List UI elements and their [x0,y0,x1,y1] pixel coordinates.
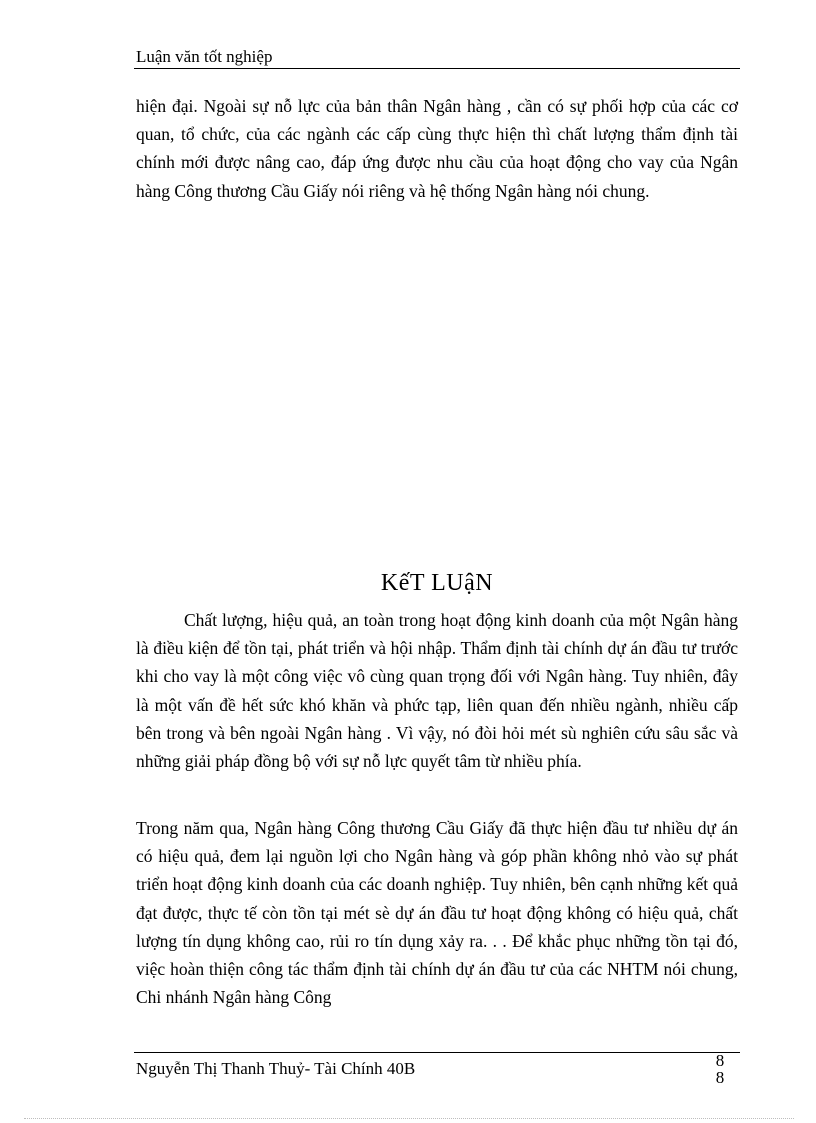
footer-rule [134,1052,740,1053]
body-paragraph-2: Chất lượng, hiệu quả, an toàn trong hoạt động kinh doanh của một Ngân hàng là điều kiện để tồn tại, phát triển và hội nhập. Thẩm định tài chính dự án đầu tư trước khi cho vay là một công việc vô cùng quan trọng đối với Ngân hàng. Tuy nhiên, đây là một vấn đề hết sức khó khăn và phức tạp, liên quan đến nhiều ngành, nhiều cấp bên trong và bên ngoài Ngân hàng . Vì vậy, nó đòi hỏi mét sù nghiên cứu sâu sắc và những giải pháp đồng bộ với sự nỗ lực quyết tâm từ nhiều phía. [136,610,738,772]
header-rule [134,68,740,69]
body-paragraph-1: hiện đại. Ngoài sự nỗ lực của bản thân Ngân hàng , cần có sự phối hợp của các cơ quan, tổ chức, của các ngành các cấp cùng thực hiện thì chất lượng thẩm định tài chính mới được nâng cao, đáp ứng được nhu cầu của hoạt động cho vay của Ngân hàng Công thương Cầu Giấy nói riêng và hệ thống Ngân hàng nói chung. [136,96,738,201]
page-number: 88 [715,1051,725,1087]
section-heading-conclusion: KếT LUậN [380,570,494,596]
running-header-title: Luận văn tốt nghiệp [136,47,273,66]
page-edge-divider [24,1118,794,1119]
footer-author: Nguyễn Thị Thanh Thuỷ- Tài Chính 40B [136,1059,416,1078]
body-paragraph-3: Trong năm qua, Ngân hàng Công thương Cầu Giấy đã thực hiện đầu tư nhiều dự án có hiệu quả, đem lại nguồn lợi cho Ngân hàng và góp phần không nhỏ vào sự phát triển hoạt động kinh doanh của các doanh nghiệp. Tuy nhiên, bên cạnh những kết quả đạt được, thực tế còn tồn tại mét sè dự án đầu tư hoạt động không có hiệu quả, chất lượng tín dụng không cao, rủi ro tín dụng xảy ra. . . Để khắc phục những tồn tại đó, việc hoàn thiện công tác thẩm định tài chính dự án đầu tư của các NHTM nói chung, Chi nhánh Ngân hàng Công [136,818,738,1008]
